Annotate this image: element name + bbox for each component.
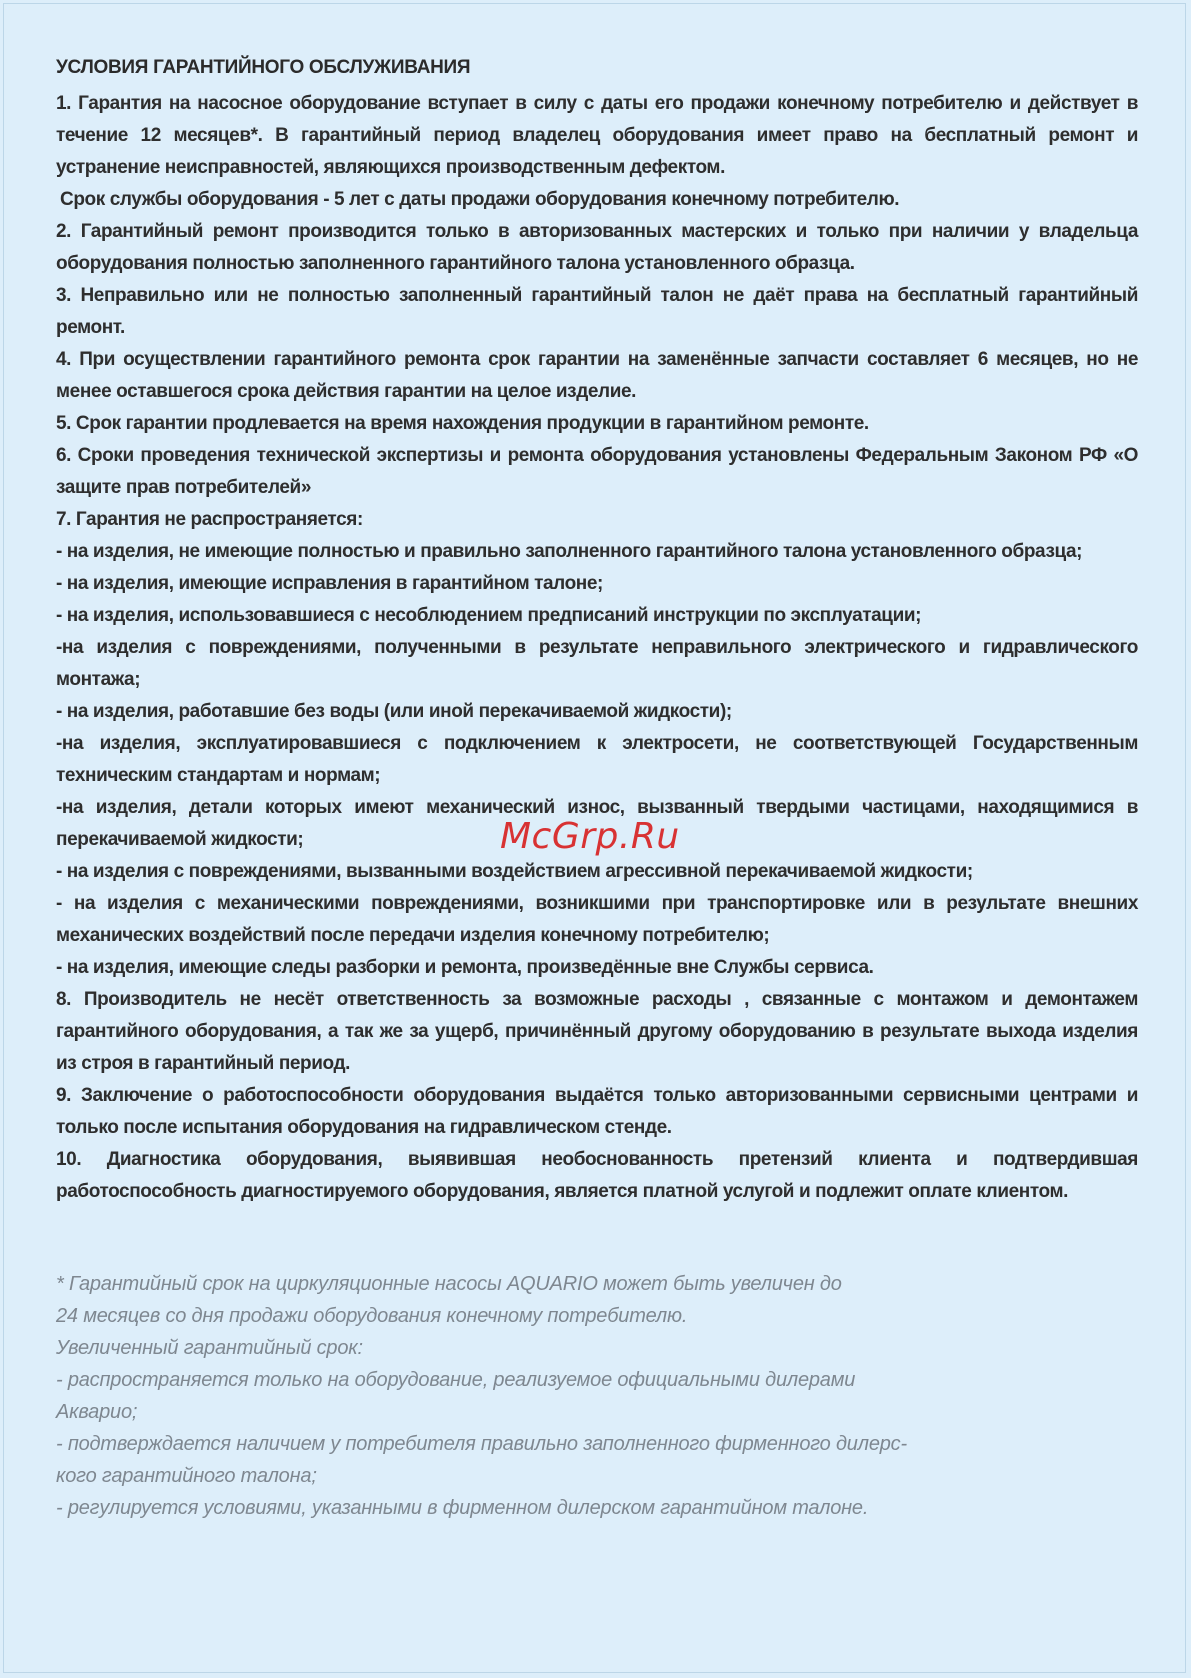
paragraph-6: 6. Сроки проведения технической экспертизы и ремонта оборудования установлены Федеральным Законом РФ «О защите прав потребителей»: [56, 445, 1138, 498]
paragraph-3: 3. Неправильно или не полностью заполненный гарантийный талон не даёт права на бесплатный гарантийный ремонт.: [56, 285, 1138, 338]
paragraph-9: 9. Заключение о работоспособности оборудования выдаётся только авторизованными сервисными центрами и только после испытания оборудования на гидравлическом стенде.: [56, 1085, 1138, 1138]
paragraph-5: 5. Срок гарантии продлевается на время нахождения продукции в гарантийном ремонте.: [56, 413, 869, 434]
watermark: McGrp.Ru: [500, 816, 680, 857]
paragraph-service-life: Срок службы оборудования - 5 лет с даты продажи оборудования конечному потребителю.: [60, 189, 900, 210]
document-title: УСЛОВИЯ ГАРАНТИЙНОГО ОБСЛУЖИВАНИЯ: [56, 57, 471, 78]
footnote-line: - подтверждается наличием у потребителя правильно заполненного фирменного дилерс-: [56, 1433, 907, 1455]
footnote-line: - распространяется только на оборудование, реализуемое официальными дилерами: [56, 1369, 856, 1391]
document-body: [56, 52, 1138, 1524]
footnote-line: Увеличенный гарантийный срок:: [56, 1337, 363, 1359]
paragraph-1: 1. Гарантия на насосное оборудование вступает в силу с даты его продажи конечному потребителю и действует в течение 12 месяцев*. В гарантийный период владелец оборудования имеет право на бесплатный ремонт и устранение неисправностей, являющихся производственным дефектом.: [56, 93, 1138, 178]
exclusion-item: - на изделия, использовавшиеся с несоблюдением предписаний инструкции по эксплуатации;: [56, 605, 922, 626]
exclusion-item: - на изделия, работавшие без воды (или иной перекачиваемой жидкости);: [56, 701, 732, 722]
exclusion-item: -на изделия с повреждениями, полученными в результате неправильного электрического и гидравлического монтажа;: [56, 637, 1138, 690]
footnote-line: Акварио;: [56, 1401, 138, 1423]
paragraph-7: 7. Гарантия не распространяется:: [56, 509, 363, 530]
footnote-line: * Гарантийный срок на циркуляционные насосы AQUARIO может быть увеличен до: [56, 1273, 842, 1295]
footnote-line: - регулируется условиями, указанными в фирменном дилерском гарантийном талоне.: [56, 1497, 869, 1519]
exclusion-item: - на изделия с механическими повреждениями, возникшими при транспортировке или в результате внешних механических воздействий после передачи изделия конечному потребителю;: [56, 893, 1138, 946]
exclusion-item: - на изделия, имеющие исправления в гарантийном талоне;: [56, 573, 603, 594]
footnote-line: 24 месяцев со дня продажи оборудования конечному потребителю.: [56, 1305, 688, 1327]
conditions-list: [56, 88, 1138, 1208]
paragraph-2: 2. Гарантийный ремонт производится только в авторизованных мастерских и только при наличии у владельца оборудования полностью заполненного гарантийного талона установленного образца.: [56, 221, 1138, 274]
footnote-line: кого гарантийного талона;: [56, 1465, 317, 1487]
exclusion-item: -на изделия, детали которых имеют механический износ, вызванный твердыми частицами, находящимися в перекачиваемой жидкости;: [56, 797, 1138, 850]
paragraph-8: 8. Производитель не несёт ответственность за возможные расходы , связанные с монтажом и демонтажем гарантийного оборудования, а так же за ущерб, причинённый другому оборудованию в результате выхода изделия из строя в гарантийный период.: [56, 989, 1138, 1074]
exclusion-item: -на изделия, эксплуатировавшиеся с подключением к электросети, не соответствующей Государственным техническим стандартам и нормам;: [56, 733, 1138, 786]
paragraph-10: 10. Диагностика оборудования, выявившая необоснованность претензий клиента и подтвердившая работоспособность диагностируемого оборудования, является платной услугой и подлежит оплате клиентом.: [56, 1149, 1138, 1202]
paragraph-4: 4. При осуществлении гарантийного ремонта срок гарантии на заменённые запчасти составляет 6 месяцев, но не менее оставшегося срока действия гарантии на целое изделие.: [56, 349, 1138, 402]
exclusion-item: - на изделия с повреждениями, вызванными воздействием агрессивной перекачиваемой жидкости;: [56, 861, 973, 882]
footnote-block: [56, 1268, 1138, 1524]
exclusion-item: - на изделия, не имеющие полностью и правильно заполненного гарантийного талона установленного образца;: [56, 541, 1083, 562]
exclusion-item: - на изделия, имеющие следы разборки и ремонта, произведённые вне Службы сервиса.: [56, 957, 874, 978]
